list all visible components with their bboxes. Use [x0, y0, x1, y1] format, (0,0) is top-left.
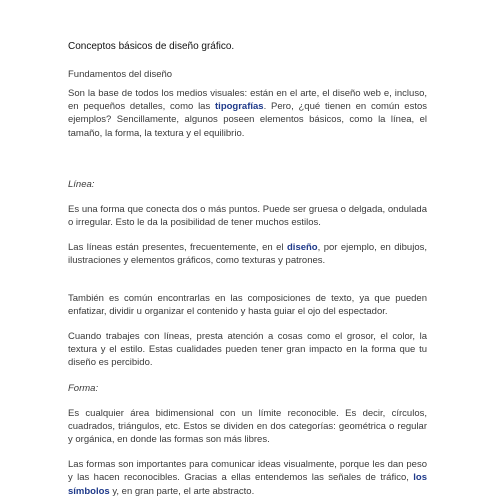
linea-paragraph-1: Es una forma que conecta dos o más puntos. Puede ser gruesa o delgada, ondulada o irregular. Esto le da la posibilidad de tener muchos estilos. [68, 203, 427, 229]
document-title: Conceptos básicos de diseño gráfico. [68, 41, 235, 52]
linea-paragraph-3: También es común encontrarlas en las composiciones de texto, ya que pueden enfatizar, dividir u organizar el contenido y hasta guiar el ojo del espectador. [68, 292, 427, 317]
tipografias-link[interactable]: tipografías [215, 101, 264, 113]
simbolos-link[interactable]: los símbolos [68, 472, 427, 497]
linea-heading: Línea: [68, 178, 95, 190]
linea-paragraph-2: Las líneas están presentes, frecuentemente, en el diseño, por ejemplo, en dibujos, ilustraciones y elementos gráficos, como texturas y patrones. [68, 242, 427, 267]
forma-heading: Forma: [68, 382, 99, 394]
forma-paragraph-2: Las formas son importantes para comunicar ideas visualmente, porque les dan peso y las hacen reconocibles. Gracias a ellas entendemos las señales de tráfico, los símbolos y, en gran parte, el arte abstracto. [68, 459, 427, 497]
forma-paragraph-1: Es cualquier área bidimensional con un límite reconocible. Es decir, círculos, cuadrados, triángulos, etc. Estos se dividen en dos categorías: geométrica o regular y orgánica, en donde las formas son más libres. [68, 407, 427, 446]
linea-paragraph-4: Cuando trabajes con líneas, presta atención a cosas como el grosor, el color, la textura y el estilo. Estas cualidades pueden tener gran impacto en la forma que tu diseño es percibido. [68, 331, 427, 369]
diseno-link[interactable]: diseño [287, 242, 318, 254]
document-subtitle: Fundamentos del diseño [68, 69, 173, 80]
intro-paragraph: Son la base de todos los medios visuales: están en el arte, el diseño web e, incluso, en pequeños detalles, como las tipografías. Pero, ¿qué tienen en común estos ejemplos? Sencillamente, algunos poseen elementos básicos, como la línea, el tamaño, la forma, la textura y el equilibrio. [68, 88, 427, 139]
